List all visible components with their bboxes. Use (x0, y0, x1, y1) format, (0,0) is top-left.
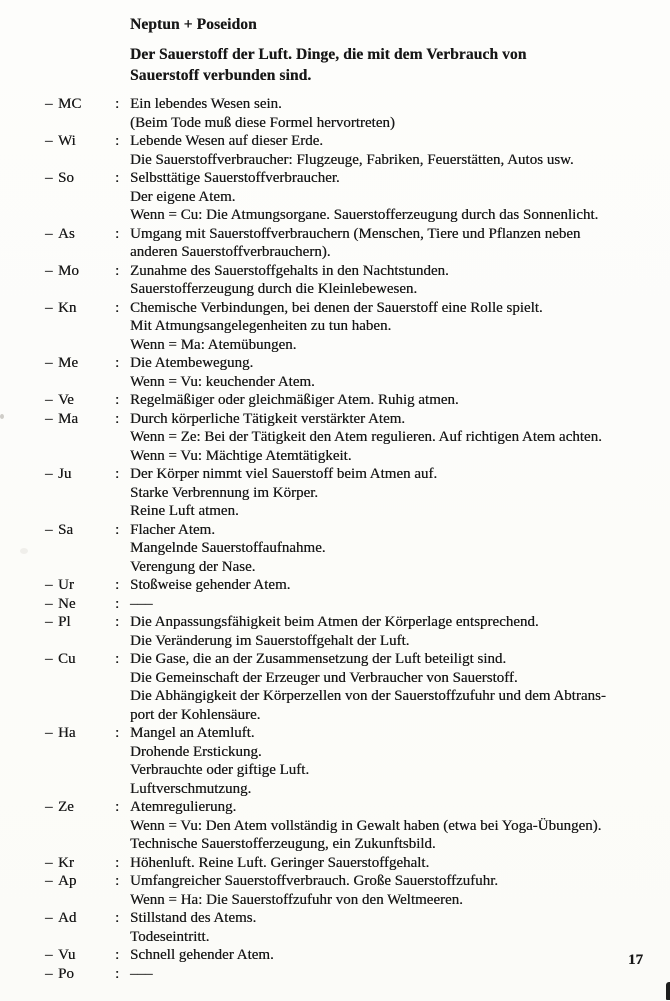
entry-dash (45, 114, 58, 133)
entry-code (58, 243, 115, 262)
entry-text: Die Atembewegung. (130, 355, 254, 371)
entry-dash: – (45, 170, 53, 186)
entry-text: Wenn = Vu: Mächtige Atemtätigkeit. (130, 447, 352, 464)
entry-text: Durch körperliche Tätigkeit verstärkter Atem. (130, 410, 406, 427)
page-heading: Neptun + Poseidon (130, 16, 257, 33)
entry-text: Höhenluft. Reine Luft. Geringer Sauerstoffgehalt. (130, 854, 430, 871)
entry-code (58, 780, 115, 799)
entry-colon: : (115, 96, 120, 112)
entry-dash: – (45, 262, 53, 279)
entry-dash: – (45, 799, 53, 815)
entry-colon: : (115, 170, 120, 186)
entry-row (0, 206, 670, 225)
entry-row (0, 280, 670, 299)
entry-colon: : (115, 299, 120, 316)
entry-row (0, 576, 670, 595)
entry-row (0, 188, 670, 207)
entry-code: Ze (58, 799, 74, 815)
entry-colon (115, 835, 130, 854)
entry-text: Zunahme des Sauerstoffgehalts in den Nachtstunden. (130, 262, 449, 279)
entry-text: Mangelnde Sauerstoffaufnahme. (130, 540, 326, 556)
page-number: 17 (628, 952, 643, 968)
entry-code (58, 743, 115, 762)
entry-row (0, 650, 670, 669)
entry-row (0, 724, 670, 743)
entry-code (58, 502, 115, 521)
entry-text: Sauerstofferzeugung durch die Kleinlebewesen. (130, 281, 418, 297)
entry-dash: – (45, 873, 53, 889)
entry-text: Die Sauerstoffverbraucher: Flugzeuge, Fabriken, Feuerstätten, Autos usw. (130, 151, 574, 168)
entry-colon (115, 761, 130, 780)
entry-colon: : (115, 799, 120, 815)
entry-row (0, 465, 670, 484)
entry-row (0, 558, 670, 577)
entry-text: Die Veränderung im Sauerstoffgehalt der Luft. (130, 632, 410, 649)
entry-code: Cu (58, 651, 76, 667)
entry-dash: – (45, 392, 53, 408)
entry-dash (45, 243, 58, 262)
entry-colon: : (115, 577, 120, 593)
entry-row (0, 946, 670, 965)
entry-dash: – (45, 299, 53, 316)
entry-colon (115, 558, 130, 577)
entry-row (0, 262, 670, 281)
entry-code: Ha (58, 725, 76, 741)
entry-dash: – (45, 96, 53, 112)
entry-dash (45, 632, 58, 651)
entry-text: Wenn = Ha: Die Sauerstoffzufuhr von den Weltmeeren. (130, 891, 463, 908)
entry-code (58, 336, 115, 355)
entry-colon (115, 502, 130, 521)
entry-dash: – (45, 595, 53, 612)
entry-code: Po (58, 965, 74, 982)
entry-row (0, 613, 670, 632)
entry-text: Chemische Verbindungen, bei denen der Sauerstoff eine Rolle spielt. (130, 299, 543, 316)
entry-text: anderen Sauerstoffverbrauchern). (130, 244, 331, 260)
entry-dash (45, 687, 58, 706)
page-title (130, 44, 526, 86)
entry-dash (45, 428, 58, 447)
entry-text: Flacher Atem. (130, 521, 215, 538)
entry-dash (45, 317, 58, 336)
entry-dash (45, 280, 58, 299)
entry-row (0, 428, 670, 447)
entry-row (0, 687, 670, 706)
entry-colon (115, 447, 130, 466)
entry-text: ––– (130, 965, 153, 982)
entry-code: Ur (58, 577, 74, 593)
entry-text: Die Abhängigkeit der Körperzellen von der Sauerstoffzufuhr und dem Abtrans- (130, 688, 606, 704)
entry-code: Ma (58, 410, 78, 427)
entry-code (58, 669, 115, 688)
entry-row (0, 817, 670, 836)
entry-code (58, 484, 115, 503)
entry-code (58, 373, 115, 392)
entry-text: Drohende Erstickung. (130, 743, 262, 760)
entry-code: Ap (58, 873, 77, 889)
entry-code (58, 706, 115, 725)
entry-colon: : (115, 651, 120, 667)
entry-dash: – (45, 133, 53, 149)
entry-dash: – (45, 947, 53, 963)
entry-colon (115, 280, 130, 299)
entry-dash (45, 706, 58, 725)
entry-colon (115, 188, 130, 207)
entry-text: Mangel an Atemluft. (130, 725, 255, 741)
entry-colon: : (115, 133, 120, 149)
entry-dash (45, 817, 58, 836)
entry-row (0, 391, 670, 410)
entry-colon (115, 206, 130, 225)
entry-row (0, 909, 670, 928)
entry-row (0, 743, 670, 762)
entry-text: Wenn = Vu: keuchender Atem. (130, 373, 315, 390)
entry-dash (45, 539, 58, 558)
entry-colon: : (115, 873, 120, 889)
entry-code (58, 761, 115, 780)
entry-code: Kr (58, 854, 74, 871)
entry-row (0, 835, 670, 854)
entry-dash (45, 891, 58, 910)
entry-dash: – (45, 410, 53, 427)
entry-code (58, 539, 115, 558)
entry-colon: : (115, 910, 120, 926)
entry-row (0, 761, 670, 780)
entry-code: Kn (58, 299, 77, 316)
entry-row (0, 928, 670, 947)
entry-dash (45, 780, 58, 799)
entry-colon: : (115, 410, 120, 427)
entry-row (0, 114, 670, 133)
entry-colon (115, 687, 130, 706)
entry-code (58, 558, 115, 577)
entry-code (58, 188, 115, 207)
entry-colon (115, 539, 130, 558)
entry-row (0, 595, 670, 614)
entry-dash: – (45, 225, 53, 242)
entry-text: Ein lebendes Wesen sein. (130, 96, 282, 112)
entry-text: Luftverschmutzung. (130, 780, 252, 797)
entry-code: As (58, 225, 75, 242)
entry-text: Die Gemeinschaft der Erzeuger und Verbraucher von Sauerstoff. (130, 669, 518, 686)
scan-artifact-mark (666, 982, 670, 1000)
entry-text: Reine Luft atmen. (130, 503, 239, 519)
entry-list (0, 95, 670, 983)
entry-colon (115, 891, 130, 910)
entry-code (58, 317, 115, 336)
entry-text: Todeseintritt. (130, 928, 210, 945)
entry-colon (115, 706, 130, 725)
entry-colon: : (115, 262, 120, 279)
page-title-line-1: Der Sauerstoff der Luft. Dinge, die mit dem Verbrauch von (130, 46, 527, 63)
entry-text: Die Gase, die an der Zusammensetzung der Luft beteiligt sind. (130, 651, 507, 667)
entry-colon: : (115, 965, 120, 982)
entry-text: Der eigene Atem. (130, 188, 236, 205)
entry-dash: – (45, 614, 53, 630)
entry-colon (115, 669, 130, 688)
entry-colon: : (115, 392, 120, 408)
entry-colon (115, 428, 130, 447)
entry-text: Wenn = Cu: Die Atmungsorgane. Sauerstofferzeugung durch das Sonnenlicht. (130, 207, 599, 223)
entry-colon: : (115, 725, 120, 741)
entry-text: Stoßweise gehender Atem. (130, 577, 291, 593)
entry-row (0, 854, 670, 873)
entry-colon: : (115, 614, 120, 630)
entry-row (0, 798, 670, 817)
entry-row (0, 410, 670, 429)
entry-text: Atemregulierung. (130, 799, 237, 815)
entry-dash: – (45, 466, 53, 482)
entry-row (0, 484, 670, 503)
entry-colon (115, 317, 130, 336)
entry-dash (45, 206, 58, 225)
entry-dash: – (45, 854, 53, 871)
entry-colon (115, 817, 130, 836)
entry-code (58, 817, 115, 836)
entry-row (0, 669, 670, 688)
entry-code: Ne (58, 595, 76, 612)
page-title-line-2: Sauerstoff verbunden sind. (130, 67, 312, 84)
entry-row (0, 373, 670, 392)
entry-dash (45, 558, 58, 577)
entry-dash: – (45, 577, 53, 593)
entry-text: Mit Atmungsangelegenheiten zu tun haben. (130, 318, 392, 334)
entry-colon (115, 484, 130, 503)
entry-colon: : (115, 466, 120, 482)
entry-colon: : (115, 225, 120, 242)
entry-dash (45, 835, 58, 854)
entry-dash (45, 743, 58, 762)
entry-code: Wi (58, 133, 76, 149)
entry-row (0, 780, 670, 799)
entry-row (0, 502, 670, 521)
entry-row (0, 706, 670, 725)
entry-dash (45, 761, 58, 780)
entry-colon: : (115, 521, 120, 538)
entry-text: Verengung der Nase. (130, 558, 256, 575)
scan-smudge (20, 548, 28, 554)
entry-dash (45, 447, 58, 466)
entry-colon: : (115, 947, 120, 963)
entry-colon (115, 151, 130, 170)
entry-dash: – (45, 521, 53, 538)
entry-code (58, 151, 115, 170)
entry-dash (45, 336, 58, 355)
entry-colon: : (115, 355, 120, 371)
entry-text: Umfangreicher Sauerstoffverbrauch. Große Sauerstoffzufuhr. (130, 873, 499, 889)
entry-colon (115, 373, 130, 392)
entry-code: Ad (58, 910, 77, 926)
entry-dash (45, 502, 58, 521)
entry-code: MC (58, 96, 82, 112)
entry-row (0, 95, 670, 114)
entry-code (58, 891, 115, 910)
entry-row (0, 299, 670, 318)
entry-code (58, 280, 115, 299)
entry-row (0, 169, 670, 188)
entry-text: Regelmäßiger oder gleichmäßiger Atem. Ruhig atmen. (130, 392, 459, 408)
entry-code (58, 687, 115, 706)
entry-dash (45, 928, 58, 947)
entry-colon (115, 743, 130, 762)
entry-code: Me (58, 355, 78, 371)
entry-code: Mo (58, 262, 79, 279)
entry-dash: – (45, 910, 53, 926)
entry-code (58, 928, 115, 947)
entry-colon (115, 114, 130, 133)
entry-text: Umgang mit Sauerstoffverbrauchern (Menschen, Tiere und Pflanzen neben (130, 225, 581, 242)
entry-row (0, 151, 670, 170)
entry-colon (115, 336, 130, 355)
entry-row (0, 243, 670, 262)
entry-dash: – (45, 355, 53, 371)
entry-text: Starke Verbrennung im Körper. (130, 484, 319, 501)
entry-colon (115, 632, 130, 651)
entry-dash: – (45, 965, 53, 982)
entry-code: So (58, 170, 74, 186)
entry-text: port der Kohlensäure. (130, 706, 261, 723)
entry-row (0, 336, 670, 355)
entry-dash (45, 188, 58, 207)
entry-text: Die Anpassungsfähigkeit beim Atmen der Körperlage entsprechend. (130, 614, 539, 630)
entry-text: Wenn = Vu: Den Atem vollständig in Gewalt haben (etwa bei Yoga-Übungen). (130, 817, 602, 834)
entry-code: Vu (58, 947, 76, 963)
entry-text: Wenn = Ma: Atemübungen. (130, 336, 297, 353)
entry-colon (115, 243, 130, 262)
entry-row (0, 872, 670, 891)
entry-code: Ju (58, 466, 72, 482)
entry-row (0, 891, 670, 910)
entry-row (0, 132, 670, 151)
scan-artifact-speck (0, 414, 4, 419)
entry-code: Ve (58, 392, 74, 408)
entry-code (58, 114, 115, 133)
entry-text: Lebende Wesen auf dieser Erde. (130, 133, 324, 149)
entry-text: Selbsttätige Sauerstoffverbraucher. (130, 170, 340, 186)
entry-row (0, 225, 670, 244)
entry-code: Pl (58, 614, 71, 630)
entry-dash (45, 373, 58, 392)
entry-code (58, 632, 115, 651)
entry-code (58, 447, 115, 466)
entry-row (0, 632, 670, 651)
entry-code: Sa (58, 521, 73, 538)
entry-colon (115, 780, 130, 799)
entry-row (0, 317, 670, 336)
entry-text: Technische Sauerstofferzeugung, ein Zukunftsbild. (130, 836, 436, 852)
entry-colon: : (115, 595, 120, 612)
entry-dash (45, 151, 58, 170)
entry-code (58, 835, 115, 854)
entry-dash: – (45, 725, 53, 741)
entry-row (0, 539, 670, 558)
entry-code (58, 428, 115, 447)
entry-dash: – (45, 651, 53, 667)
entry-text: Schnell gehender Atem. (130, 947, 274, 963)
entry-dash (45, 484, 58, 503)
entry-row (0, 354, 670, 373)
entry-row (0, 447, 670, 466)
entry-colon (115, 928, 130, 947)
entry-text: ––– (130, 595, 153, 612)
entry-row (0, 521, 670, 540)
entry-colon: : (115, 854, 120, 871)
entry-text: Wenn = Ze: Bei der Tätigkeit den Atem regulieren. Auf richtigen Atem achten. (130, 429, 602, 445)
entry-code (58, 206, 115, 225)
entry-dash (45, 669, 58, 688)
entry-text: Der Körper nimmt viel Sauerstoff beim Atmen auf. (130, 466, 438, 482)
entry-row (0, 965, 670, 984)
entry-text: Stillstand des Atems. (130, 910, 257, 926)
entry-text: (Beim Tode muß diese Formel hervortreten) (130, 114, 395, 131)
entry-text: Verbrauchte oder giftige Luft. (130, 762, 310, 778)
